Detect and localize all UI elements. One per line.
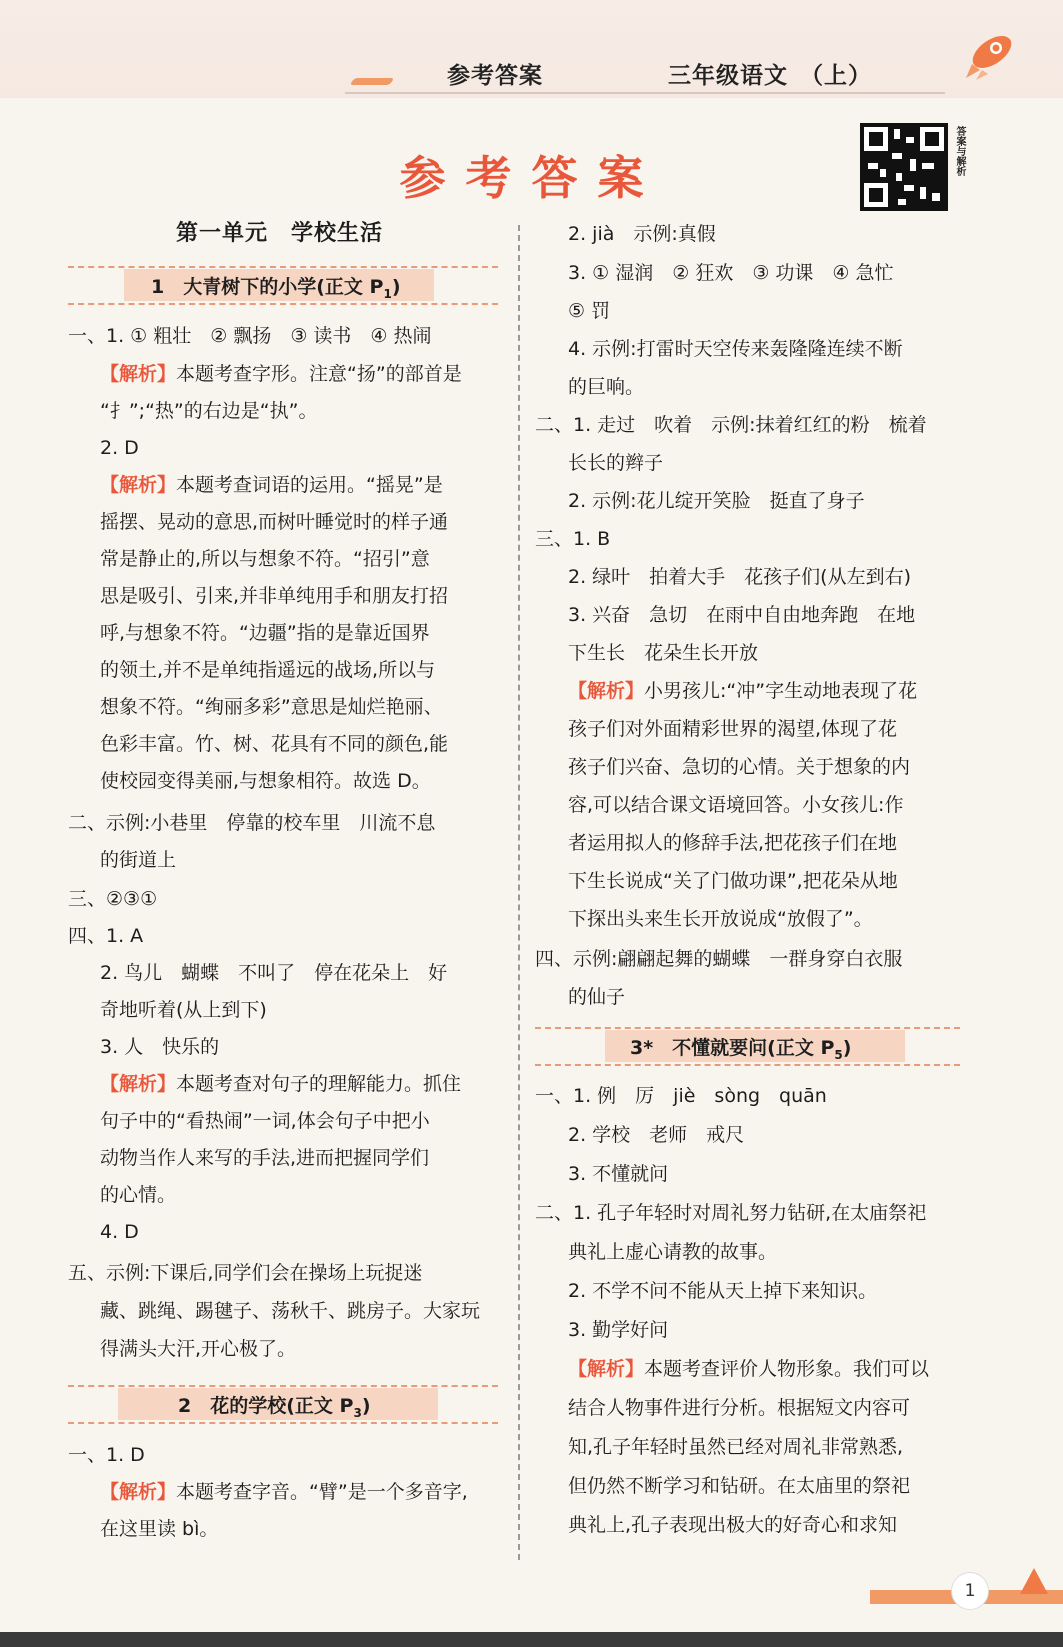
scan-edge: [0, 1632, 1063, 1647]
answer-line: 典礼上虚心请教的故事。: [568, 1241, 778, 1263]
answer-line: 3. 勤学好问: [568, 1319, 669, 1341]
header-left-title: 参考答案: [447, 63, 543, 89]
answer-line: 3. 人 快乐的: [100, 1036, 220, 1058]
answer-line: 四、示例:翩翩起舞的蝴蝶 一群身穿白衣服: [535, 948, 903, 970]
answer-line: 的心情。: [100, 1184, 177, 1206]
section-heading-1: [68, 266, 498, 304]
footer-triangle-icon: [1020, 1568, 1048, 1594]
answer-line: 2. 示例:花儿绽开笑脸 挺直了身子: [568, 490, 865, 512]
answer-line: 下生长说成“关了门做功课”,把花朵从地: [568, 870, 898, 892]
section-3-page: 5: [834, 1047, 843, 1062]
analysis-line: [100, 1473, 468, 1511]
answer-line: 呼,与想象不符。“边疆”指的是靠近国界: [100, 622, 430, 644]
answer-line: 孩子们对外面精彩世界的渴望,体现了花: [568, 718, 898, 740]
analysis-text: 本题考查字形。注意“扬”的部首是: [176, 363, 462, 385]
analysis-text: 本题考查评价人物形象。我们可以: [644, 1358, 930, 1380]
answer-line: 2. 绿叶 拍着大手 花孩子们(从左到右): [568, 566, 911, 588]
section-heading-3: [535, 1027, 960, 1065]
page-title: 参考答案: [399, 151, 664, 205]
unit-title: 第一单元 学校生活: [176, 221, 384, 246]
section-3-close: ): [842, 1037, 852, 1059]
answer-line: 想象不符。“绚丽多彩”意思是灿烂艳丽、: [100, 696, 443, 718]
answer-line: 二、1. 走过 吹着 示例:抹着红红的粉 梳着: [535, 414, 927, 436]
answer-line: 2. 不学不问不能从天上掉下来知识。: [568, 1280, 878, 1302]
analysis-tag: 【解析】: [100, 363, 177, 385]
section-1-title: 1 大青树下的小学(正文 P: [151, 276, 384, 298]
analysis-text: 本题考查词语的运用。“摇晃”是: [176, 474, 443, 496]
answer-line: 但仍然不断学习和钻研。在太庙里的祭祀: [568, 1475, 911, 1497]
analysis-tag: 【解析】: [568, 1358, 645, 1380]
answer-line: “扌”;“热”的右边是“执”。: [100, 400, 318, 422]
answer-line: 三、1. B: [535, 528, 611, 550]
answer-line: 摇摆、晃动的意思,而树叶睡觉时的样子通: [100, 511, 449, 533]
answer-line: 使校园变得美丽,与想象相符。故选 D。: [100, 770, 431, 792]
page-number: 1: [951, 1572, 989, 1610]
answer-line: 的仙子: [568, 986, 626, 1008]
analysis-line: [100, 466, 443, 504]
answer-line: 的街道上: [100, 849, 177, 871]
answer-line: 得满头大汗,开心极了。: [100, 1338, 297, 1360]
answer-line: 奇地听着(从上到下): [100, 999, 267, 1021]
analysis-tag: 【解析】: [100, 1073, 177, 1095]
qr-code[interactable]: [860, 123, 948, 211]
section-heading-2: [68, 1385, 498, 1423]
analysis-text: 小男孩儿:“冲”字生动地表现了花: [644, 680, 918, 702]
section-1-close: ): [391, 276, 401, 298]
answer-line: 结合人物事件进行分析。根据短文内容可: [568, 1397, 911, 1419]
rocket-icon: [962, 26, 1018, 82]
answer-line: 知,孔子年轻时虽然已经对周礼非常熟悉,: [568, 1436, 904, 1458]
answer-line: 藏、跳绳、踢毽子、荡秋千、跳房子。大家玩: [100, 1300, 481, 1322]
analysis-tag: 【解析】: [100, 1481, 177, 1503]
answer-line: 一、1. D: [68, 1444, 145, 1466]
analysis-line: [568, 1350, 929, 1388]
answer-line: 的领土,并不是单纯指遥远的战场,所以与: [100, 659, 436, 681]
analysis-text: 本题考查对句子的理解能力。抓住: [176, 1073, 462, 1095]
analysis-tag: 【解析】: [568, 680, 645, 702]
analysis-tag: 【解析】: [100, 474, 177, 496]
answer-line: 句子中的“看热闹”一词,体会句子中把小: [100, 1110, 430, 1132]
answer-line: 动物当作人来写的手法,进而把握同学们: [100, 1147, 430, 1169]
answer-line: 4. D: [100, 1221, 139, 1243]
answer-line: 一、1. 例 厉 jiè sòng quān: [535, 1085, 827, 1107]
answer-line: 下探出头来生长开放说成“放假了”。: [568, 908, 873, 930]
header-volume: （上）: [800, 63, 872, 89]
answer-line: 典礼上,孔子表现出极大的好奇心和求知: [568, 1514, 898, 1536]
analysis-text: 本题考查字音。“臂”是一个多音字,: [176, 1481, 468, 1503]
answer-line: 在这里读 bì。: [100, 1518, 219, 1540]
answer-line: 下生长 花朵生长开放: [568, 642, 759, 664]
section-2-close: ): [361, 1395, 371, 1417]
header-accent: [350, 78, 395, 85]
answer-line: 五、示例:下课后,同学们会在操场上玩捉迷: [68, 1262, 423, 1284]
answer-line: 容,可以结合课文语境回答。小女孩儿:作: [568, 794, 904, 816]
header-rule: [345, 92, 945, 94]
header-band: [0, 0, 1063, 98]
answer-line: 二、示例:小巷里 停靠的校车里 川流不息: [68, 812, 436, 834]
answer-line: 长长的辫子: [568, 452, 664, 474]
answer-line: 的巨响。: [568, 376, 645, 398]
answer-line: 四、1. A: [68, 925, 144, 947]
answer-line: 色彩丰富。竹、树、花具有不同的颜色,能: [100, 733, 449, 755]
answer-line: 者运用拟人的修辞手法,把花孩子们在地: [568, 832, 898, 854]
section-2-title: 2 花的学校(正文 P: [178, 1395, 354, 1417]
answer-line: 3. 不懂就问: [568, 1163, 669, 1185]
answer-line: 3. 兴奋 急切 在雨中自由地奔跑 在地: [568, 604, 916, 626]
answer-line: 3. ① 湿润 ② 狂欢 ③ 功课 ④ 急忙: [568, 262, 894, 284]
answer-line: 一、1. ① 粗壮 ② 飘扬 ③ 读书 ④ 热闹: [68, 325, 432, 347]
section-2-page: 3: [353, 1405, 362, 1420]
answer-line: 思是吸引、引来,并非单纯用手和朋友打招: [100, 585, 449, 607]
answer-line: 2. D: [100, 437, 139, 459]
answer-line: 三、②③①: [68, 888, 158, 910]
analysis-line: [100, 355, 462, 393]
answer-line: 二、1. 孔子年轻时对周礼努力钻研,在太庙祭祀: [535, 1202, 927, 1224]
section-3-title: 3* 不懂就要问(正文 P: [630, 1037, 835, 1059]
answer-line: 2. 学校 老师 戒尺: [568, 1124, 745, 1146]
qr-caption: 答案与解析: [954, 126, 965, 176]
answer-line: 2. jià 示例:真假: [568, 223, 716, 245]
answer-line: 4. 示例:打雷时天空传来轰隆隆连续不断: [568, 338, 903, 360]
analysis-line: [100, 1065, 461, 1103]
answer-line: 2. 鸟儿 蝴蝶 不叫了 停在花朵上 好: [100, 962, 448, 984]
section-1-page: 1: [383, 286, 392, 301]
answer-line: 孩子们兴奋、急切的心情。关于想象的内: [568, 756, 911, 778]
analysis-line: [568, 672, 917, 710]
answer-line: 常是静止的,所以与想象不符。“招引”意: [100, 548, 430, 570]
header-subject: 三年级语文: [668, 63, 788, 89]
answer-line: ⑤ 罚: [568, 300, 611, 322]
column-divider: [518, 225, 520, 1560]
